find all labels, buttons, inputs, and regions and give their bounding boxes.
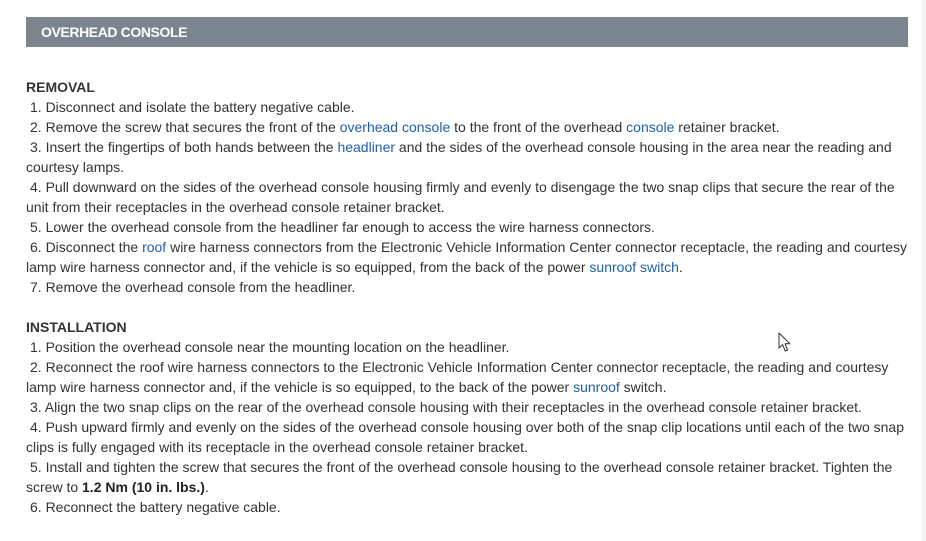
step-text: 6. Reconnect the battery negative cable. — [30, 499, 281, 515]
step-text: 2. Remove the screw that secures the front of the — [30, 119, 340, 135]
step-text: retainer bracket. — [674, 119, 780, 135]
installation-step-6 — [26, 497, 910, 517]
step-text: . — [678, 259, 683, 275]
step-text: 7. Remove the overhead console from the headliner. — [30, 279, 356, 295]
removal-step-4 — [26, 177, 910, 217]
step-text: 3. Insert the fingertips of both hands between the — [30, 139, 338, 155]
step-text: 3. Align the two snap clips on the rear of the overhead console housing with their receptacles in the overhead console retainer bracket. — [30, 399, 862, 415]
glossary-link[interactable]: headliner — [337, 139, 396, 155]
removal-step-7 — [26, 277, 910, 297]
step-text: and the sides of the overhead console housing in the area near the reading and courtesy lamps. — [26, 139, 892, 175]
removal-steps-list — [26, 97, 910, 297]
step-text: to the front of the overhead — [450, 119, 627, 135]
removal-step-5 — [26, 217, 910, 237]
glossary-link[interactable]: console — [626, 119, 675, 135]
installation-heading: INSTALLATION — [26, 319, 127, 335]
removal-step-1 — [26, 97, 910, 117]
step-text: 4. Pull downward on the sides of the overhead console housing firmly and evenly to disengage the two snap clips that secure the rear of the unit from their receptacles in the overhead console retainer bracket. — [26, 179, 895, 215]
torque-spec: 1.2 Nm (10 in. lbs.) — [82, 479, 205, 495]
step-text: switch. — [619, 379, 667, 395]
glossary-link[interactable]: sunroof — [573, 379, 620, 395]
glossary-link[interactable]: sunroof switch — [589, 259, 679, 275]
page-title: OVERHEAD CONSOLE — [41, 24, 188, 40]
scrollbar-track[interactable] — [922, 0, 926, 541]
step-text: 2. Reconnect the roof wire harness connectors to the Electronic Vehicle Information Center connector receptacle, the reading and courtesy lamp wire harness connector and, if the vehicle is so equipped, to the back of the power — [26, 359, 889, 395]
procedure-content — [26, 77, 910, 517]
step-text: 6. Disconnect the — [30, 239, 143, 255]
removal-step-6 — [26, 237, 910, 277]
mouse-pointer-icon — [778, 332, 794, 354]
step-text: 1. Disconnect and isolate the battery negative cable. — [30, 99, 355, 115]
section-header-bar — [26, 17, 908, 47]
step-text: 4. Push upward firmly and evenly on the sides of the overhead console housing over both of the snap clip locations until each of the two snap clips is fully engaged with its receptacle in the overhead console retainer bracket. — [26, 419, 904, 455]
glossary-link[interactable]: overhead console — [339, 119, 451, 135]
removal-step-2 — [26, 117, 910, 137]
installation-steps-list — [26, 337, 910, 517]
section-spacer — [26, 297, 910, 317]
removal-heading: REMOVAL — [26, 79, 95, 95]
step-text: 5. Lower the overhead console from the headliner far enough to access the wire harness connectors. — [30, 219, 655, 235]
step-text: 5. Install and tighten the screw that secures the front of the overhead console housing to the overhead console retainer bracket. Tighten the screw to — [26, 459, 893, 495]
glossary-link[interactable]: roof — [142, 239, 167, 255]
installation-step-3 — [26, 397, 910, 417]
installation-step-5 — [26, 457, 910, 497]
removal-step-3 — [26, 137, 910, 177]
installation-step-4 — [26, 417, 910, 457]
step-text: . — [204, 479, 209, 495]
step-text: wire harness connectors from the Electronic Vehicle Information Center connector receptacle, the reading and courtesy lamp wire harness connector and, if the vehicle is so equipped, from the back of the power — [26, 239, 908, 275]
step-text: 1. Position the overhead console near the mounting location on the headliner. — [30, 339, 510, 355]
installation-step-2 — [26, 357, 910, 397]
